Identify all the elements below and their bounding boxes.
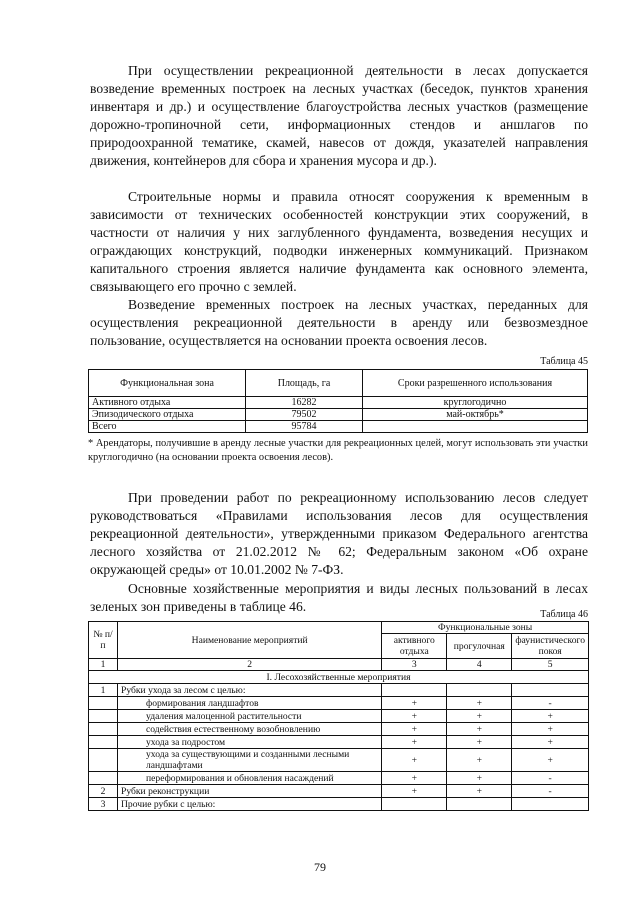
table46-cell-mark: + — [447, 723, 512, 736]
table46-cell-num: 1 — [89, 684, 118, 697]
table46-zone-active: активного отдыха — [382, 634, 447, 659]
table46 — [88, 621, 589, 811]
table46-cell-mark: + — [447, 785, 512, 798]
table-row — [89, 736, 589, 749]
table46-cell-mark: + — [382, 710, 447, 723]
paragraph-construction-basis: Возведение временных построек на лесных участках, переданных для осуществления рекреационной деятельности в аренду или безвозмездное пользование, осуществляется на основании проекта освоения лесов. — [90, 297, 588, 348]
table46-cell-mark: + — [512, 749, 589, 772]
table46-cell-num — [89, 736, 118, 749]
table46-cell-mark: + — [447, 697, 512, 710]
table46-cell-mark — [447, 798, 512, 811]
table46-cell-mark: - — [512, 785, 589, 798]
paragraph-temporary-buildings: При осуществлении рекреационной деятельности в лесах допускается возведение временных построек на лесных участках (беседок, пунктов хранения инвентаря и др.) и осуществление благоустройства лесных участков (размещение дорожно-тропиночной сети, информационных стендов и аншлагов по природоохранной тематике, скамей, навесов от дождя, указателей направления движения, контейнеров для сбора и хранения мусора и др.). — [90, 63, 588, 168]
table45-header-zone: Функциональная зона — [89, 370, 246, 397]
paragraph-table46-intro: Основные хозяйственные мероприятия и виды лесных пользований в лесах зеленых зон приведены в таблице 46. — [90, 581, 588, 614]
paragraph-building-norms: Строительные нормы и правила относят сооружения к временным в зависимости от технических особенностей конструкции этих сооружений, в частности от наличия у них заглубленного фундамента, возведения несущих и ограждающих конструкций, подводки инженерных коммуникаций. Признаком капитального строения является наличие фундамента как основного элемента, связывающего его прочно с землей. — [90, 189, 588, 294]
table46-header-row — [89, 622, 589, 634]
table45-cell-terms: круглогодично — [363, 397, 588, 409]
table45-cell-area: 16282 — [246, 397, 363, 409]
table46-cell-mark: + — [382, 772, 447, 785]
table45-cell-zone: Активного отдыха — [89, 397, 246, 409]
paragraph-rules-reference: При проведении работ по рекреационному использованию лесов следует руководствоваться «Правилами использования лесов для осуществления рекреационной деятельности», утвержденными приказом Федерального агентства лесного хозяйства от 21.02.2012 № 62; Федеральным законом «Об охране окружающей среды» от 10.01.2002 № 7-ФЗ. — [90, 490, 588, 577]
table45-caption: Таблица 45 — [540, 356, 588, 367]
table46-index-cell: 5 — [512, 659, 589, 671]
table46-cell-mark: + — [447, 736, 512, 749]
table-row — [89, 397, 588, 409]
table46-cell-mark: + — [512, 723, 589, 736]
table-row — [89, 798, 589, 811]
table45-header-terms: Сроки разрешенного использования — [363, 370, 588, 397]
table-row — [89, 409, 588, 421]
table46-cell-name: Рубки реконструкции — [118, 785, 382, 798]
table45-footnote: * Арендаторы, получившие в аренду лесные участки для рекреационных целей, могут использовать эти участки круглогодично (на основании проекта освоения лесов). — [88, 438, 588, 463]
table-row — [89, 684, 589, 697]
table46-index-cell: 1 — [89, 659, 118, 671]
table46-cell-mark: + — [447, 749, 512, 772]
table46-caption: Таблица 46 — [540, 609, 588, 620]
table45-cell-area: 95784 — [246, 421, 363, 433]
table46-cell-name: формирования ландшафтов — [118, 697, 382, 710]
table-row — [89, 772, 589, 785]
table46-cell-num — [89, 723, 118, 736]
table46-cell-mark: + — [382, 723, 447, 736]
table46-cell-name: Рубки ухода за лесом с целью: — [118, 684, 382, 697]
table46-body — [89, 684, 589, 811]
table46-cell-num: 2 — [89, 785, 118, 798]
table45-cell-terms — [363, 421, 588, 433]
table46-header-num: № п/п — [89, 622, 118, 659]
table45-cell-area: 79502 — [246, 409, 363, 421]
table46-header-name: Наименование мероприятий — [118, 622, 382, 659]
table46-cell-mark: + — [512, 736, 589, 749]
table46-cell-name: удаления малоценной растительности — [118, 710, 382, 723]
table46-cell-mark: + — [382, 785, 447, 798]
page-number: 79 — [314, 860, 326, 874]
table46-cell-num: 3 — [89, 798, 118, 811]
table45-header-row — [89, 370, 588, 397]
table46-cell-name: ухода за подростом — [118, 736, 382, 749]
table46-cell-num — [89, 749, 118, 772]
table46-cell-mark: + — [382, 736, 447, 749]
table46-zone-fauna: фаунистического покоя — [512, 634, 589, 659]
table46-index-cell: 4 — [447, 659, 512, 671]
table46-cell-mark — [512, 798, 589, 811]
table46-section-row — [89, 671, 589, 684]
table45-cell-terms: май-октябрь* — [363, 409, 588, 421]
table46-cell-num — [89, 772, 118, 785]
table45 — [88, 369, 588, 433]
table45-header-area: Площадь, га — [246, 370, 363, 397]
table46-cell-mark: + — [382, 749, 447, 772]
table-row — [89, 749, 589, 772]
table46-cell-name: Прочие рубки с целью: — [118, 798, 382, 811]
table46-header-zones: Функциональные зоны — [382, 622, 589, 634]
table46-index-cell: 2 — [118, 659, 382, 671]
table-row — [89, 710, 589, 723]
table46-cell-mark: - — [512, 697, 589, 710]
table46-cell-mark: - — [512, 772, 589, 785]
table46-cell-mark — [447, 684, 512, 697]
table45-cell-zone: Всего — [89, 421, 246, 433]
table46-cell-name: переформирования и обновления насаждений — [118, 772, 382, 785]
table46-index-row — [89, 659, 589, 671]
table46-cell-num — [89, 697, 118, 710]
table-row — [89, 785, 589, 798]
table45-cell-zone: Эпизодического отдыха — [89, 409, 246, 421]
table-row — [89, 421, 588, 433]
table-row — [89, 697, 589, 710]
table46-index-cell: 3 — [382, 659, 447, 671]
table46-cell-mark: + — [382, 697, 447, 710]
table46-section-title: I. Лесохозяйственные мероприятия — [89, 671, 589, 684]
table46-cell-mark: + — [447, 710, 512, 723]
table46-cell-mark — [382, 684, 447, 697]
table46-cell-mark — [382, 798, 447, 811]
table46-cell-mark: + — [447, 772, 512, 785]
table46-cell-num — [89, 710, 118, 723]
table46-cell-mark: + — [512, 710, 589, 723]
table46-cell-name: содействия естественному возобновлению — [118, 723, 382, 736]
table46-zone-walking: прогулочная — [447, 634, 512, 659]
table46-cell-name: ухода за существующими и созданными лесными ландшафтами — [118, 749, 382, 772]
table46-cell-mark — [512, 684, 589, 697]
table-row — [89, 723, 589, 736]
